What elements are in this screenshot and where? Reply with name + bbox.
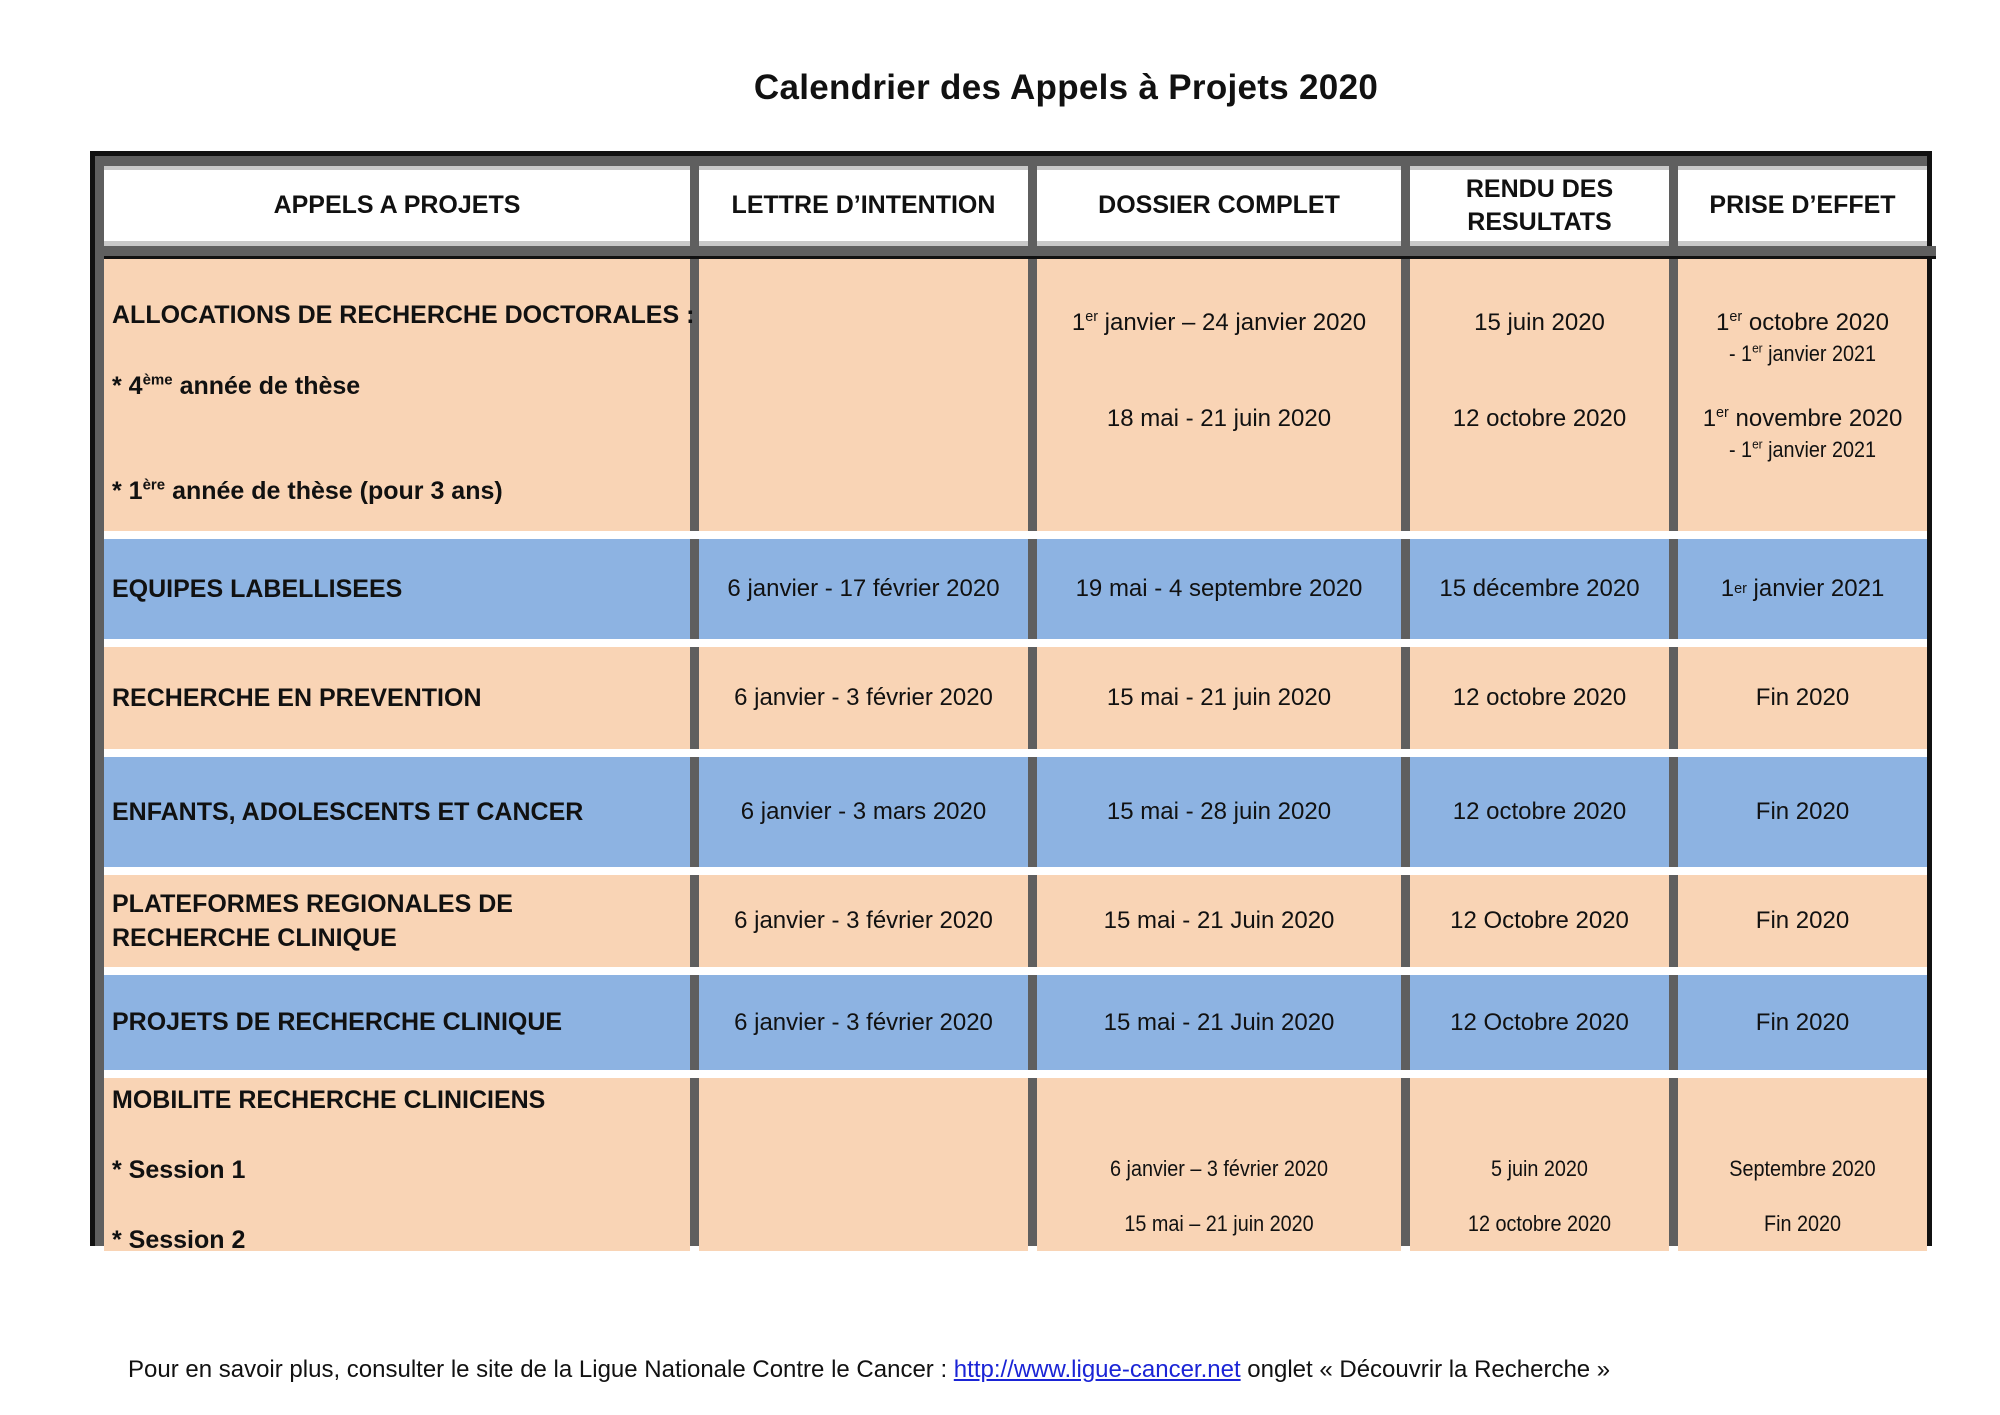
row-gap xyxy=(104,1070,1927,1078)
row-enfants-name: ENFANTS, ADOLESCENTS ET CANCER xyxy=(104,757,690,867)
row-equipes-rendu: 15 décembre 2020 xyxy=(1410,539,1669,639)
row-prevention-lettre: 6 janvier - 3 février 2020 xyxy=(699,647,1028,749)
row-mobilite-name xyxy=(104,1078,690,1254)
row-projets-dossier: 15 mai - 21 Juin 2020 xyxy=(1037,975,1401,1070)
row-title: MOBILITE RECHERCHE CLINICIENS xyxy=(112,1086,546,1114)
sub-label: * Session 1 xyxy=(112,1156,246,1184)
row-prevention-name: RECHERCHE EN PREVENTION xyxy=(104,647,690,749)
header-label: APPELS A PROJETS xyxy=(273,191,521,219)
date-text: 6 janvier – 3 février 2020 xyxy=(1110,1156,1328,1181)
header-rendu xyxy=(1410,166,1669,246)
date-text: 1er janvier – 24 janvier 2020 xyxy=(1071,309,1367,336)
sub-label: * 4ème année de thèse xyxy=(112,371,361,400)
row-enfants-lettre: 6 janvier - 3 mars 2020 xyxy=(699,757,1028,867)
footer-text: Pour en savoir plus, consulter le site de la Ligue Nationale Contre le Cancer : xyxy=(128,1356,954,1383)
row-allocations-dossier xyxy=(1037,259,1401,531)
row-equipes-dossier: 19 mai - 4 septembre 2020 xyxy=(1037,539,1401,639)
row-plateformes-dossier: 15 mai - 21 Juin 2020 xyxy=(1037,875,1401,967)
date-text: 18 mai - 21 juin 2020 xyxy=(1106,405,1332,432)
row-enfants-rendu: 12 octobre 2020 xyxy=(1410,757,1669,867)
date-text: Septembre 2020 xyxy=(1729,1156,1876,1181)
row-plateformes-lettre: 6 janvier - 3 février 2020 xyxy=(699,875,1028,967)
row-mobilite-rendu xyxy=(1410,1078,1669,1251)
header-label: DOSSIER COMPLET xyxy=(1098,191,1340,219)
date-text: 12 octobre 2020 xyxy=(1452,405,1627,432)
sub-label: * Session 2 xyxy=(112,1226,246,1254)
row-allocations-lettre xyxy=(699,259,1028,531)
row-equipes-name: EQUIPES LABELLISEES xyxy=(104,539,690,639)
date-text: 15 juin 2020 xyxy=(1474,309,1605,336)
row-plateformes-effet: Fin 2020 xyxy=(1678,875,1927,967)
row-gap xyxy=(104,967,1927,975)
row-prevention-rendu: 12 octobre 2020 xyxy=(1410,647,1669,749)
row-projets-name: PROJETS DE RECHERCHE CLINIQUE xyxy=(104,975,690,1070)
header-effet xyxy=(1678,166,1927,246)
row-title: ALLOCATIONS DE RECHERCHE DOCTORALES : xyxy=(112,301,695,329)
footer-note xyxy=(128,1356,1610,1384)
row-mobilite-lettre xyxy=(699,1078,1028,1251)
date-text: Fin 2020 xyxy=(1763,1211,1842,1236)
row-projets-lettre: 6 janvier - 3 février 2020 xyxy=(699,975,1028,1070)
date-text: 1er octobre 2020 xyxy=(1716,309,1889,336)
row-equipes-lettre: 6 janvier - 17 février 2020 xyxy=(699,539,1028,639)
page-title: Calendrier des Appels à Projets 2020 xyxy=(753,68,1379,107)
row-gap xyxy=(104,867,1927,875)
calendar-table xyxy=(90,151,1932,1254)
row-allocations-effet xyxy=(1678,259,1927,531)
row-plateformes-rendu: 12 Octobre 2020 xyxy=(1410,875,1669,967)
row-mobilite-dossier xyxy=(1037,1078,1401,1251)
footer-text: onglet « Découvrir la Recherche » xyxy=(1240,1356,1611,1383)
row-gap xyxy=(104,531,1927,539)
row-enfants-dossier: 15 mai - 28 juin 2020 xyxy=(1037,757,1401,867)
row-prevention-dossier: 15 mai - 21 juin 2020 xyxy=(1037,647,1401,749)
row-gap xyxy=(104,639,1927,647)
row-allocations-rendu xyxy=(1410,259,1669,531)
date-text: 1er novembre 2020 xyxy=(1702,405,1903,432)
header-dossier xyxy=(1037,166,1401,246)
row-prevention-effet: Fin 2020 xyxy=(1678,647,1927,749)
row-projets-rendu: 12 Octobre 2020 xyxy=(1410,975,1669,1070)
header-lettre xyxy=(699,166,1028,246)
date-text: - 1er janvier 2021 xyxy=(1728,340,1877,366)
ligue-cancer-link[interactable]: http://www.ligue-cancer.net xyxy=(953,1356,1241,1383)
date-text: 5 juin 2020 xyxy=(1491,1156,1588,1181)
header-divider xyxy=(104,246,1936,259)
header-label: LETTRE D’INTENTION xyxy=(731,191,996,219)
row-equipes-effet: 1 er janvier 2021 xyxy=(1678,539,1927,639)
date-text: - 1er janvier 2021 xyxy=(1728,436,1877,462)
row-projets-effet: Fin 2020 xyxy=(1678,975,1927,1070)
row-enfants-effet: Fin 2020 xyxy=(1678,757,1927,867)
row-allocations-name xyxy=(104,259,695,531)
row-mobilite-effet xyxy=(1678,1078,1927,1251)
date-text: 12 octobre 2020 xyxy=(1467,1211,1612,1236)
date-text: 15 mai – 21 juin 2020 xyxy=(1124,1211,1314,1236)
header-appels xyxy=(104,166,690,246)
row-plateformes-name: PLATEFORMES REGIONALES DE RECHERCHE CLINIQUE xyxy=(104,875,690,967)
row-gap xyxy=(104,749,1927,757)
sub-label: * 1ère année de thèse (pour 3 ans) xyxy=(112,476,503,505)
header-label: RENDU DES RESULTATS xyxy=(1465,174,1614,236)
header-label: PRISE D’EFFET xyxy=(1709,191,1896,219)
